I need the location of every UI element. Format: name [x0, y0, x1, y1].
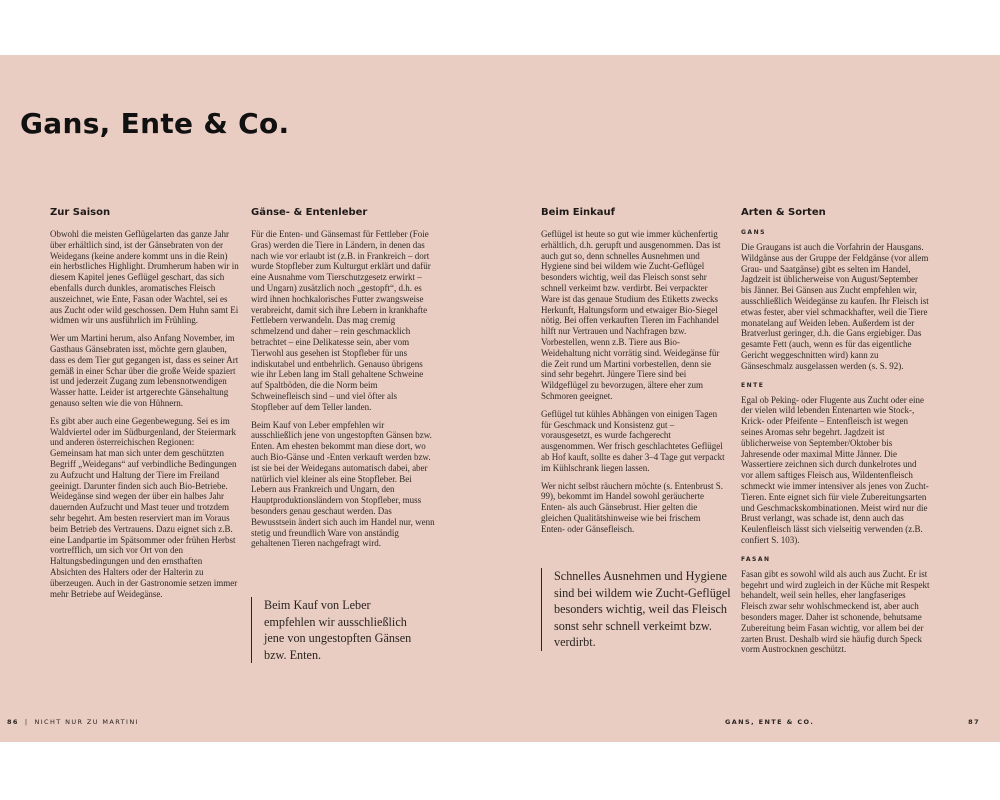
page-number-left: 86: [7, 718, 19, 726]
paragraph: Obwohl die meisten Geflügelarten das ganze Jahr über erhältlich sind, ist der Gänsebraten von der Weidegans (keine andere kommt uns in die Rein) ein herbstliches Highlight. Drumherum haben wir in diesem Kapitel jenes Geflügel geschart, das sich ebenfalls durch dunkles, aromatisches Fleisch auszeichnet, wie Ente, Fasan oder Wachtel, sei es aus Zucht oder wild geschossen. Dem Huhn samt Ei widmen wir uns ausführlich im Frühling.: [50, 229, 239, 326]
pull-quote-leber: Beim Kauf von Leber empfehlen wir ausschließlich jene von ungestopften Gänsen bzw. Enten.: [251, 597, 414, 663]
paragraph: Fasan gibt es sowohl wild als auch aus Zucht. Er ist begehrt und wird zugleich in der Küche mit Respekt behandelt, weil sein helles, eher langfaseriges Fleisch zwar sehr wohlschmeckend ist, aber auch besonders mager. Daher ist schonende, behutsame Zubereitung beim Fasan wichtig, vor allem bei der zarten Brust. Deshalb wird sie häufig durch Speck vorm Austrocknen geschützt.: [741, 568, 930, 655]
paragraph: Geflügel ist heute so gut wie immer küchenfertig erhältlich, d.h. gerupft und ausgenommen. Das ist auch gut so, denn schnelles Ausnehmen und Hygiene sind bei wildem wie Zucht-Geflügel besonders wichtig, weil das Fleisch sonst sehr schnell verkeimt bzw. verdirbt. Bei verpackter Ware ist das genaue Studium des Etiketts zwecks Herkunft, Haltungsform und etwaiger Bio-Siegel nötig. Bei offen verkauften Tieren im Fachhandel hilft nur Vertrauen und Nachfragen bzw. Vorbestellen, wenn z.B. Tiere aus Bio-Weidehaltung nicht vorrätig sind. Weidegänse für die Zeit rund um Martini vorbestellen, denn sie sind sehr begehrt. Jüngere Tiere sind bei Wildgeflügel zu bevorzugen, ältere eher zum Schmoren geeignet.: [541, 229, 721, 401]
section-heading-zur-saison: Zur Saison: [50, 207, 111, 218]
book-spread: [0, 55, 1000, 742]
subheading-gans: GANS: [741, 229, 766, 236]
paragraph: Es gibt aber auch eine Gegenbewegung. Sei es im Waldviertel oder im Südburgenland, der Steiermark und anderen österreichischen Regionen: Gemeinsam hat man sich unter dem geschützten Begriff „Weidegans“ auf verbindliche Bedingungen zu Aufzucht und Haltung der Tiere im Freiland geeinigt. Darunter finden sich auch Bio-Betriebe. Weidegänse sind wegen der über ein halbes Jahr dauernden Aufzucht und Mast teuer und trotzdem sehr begehrt. Am besten reserviert man im Voraus beim Betrieb des Vertrauens. Dazu eignet sich z.B. eine Landpartie im Spätsommer oder frühen Herbst vortrefflich, um sich vor Ort von den Haltungsbedingungen und den ernsthaften Absichten des Halters oder der Halterin zu überzeugen. Auch in der Gastronomie setzen immer mehr Betriebe auf Weidegänse.: [50, 415, 238, 599]
page-title: Gans, Ente & Co.: [20, 107, 290, 140]
column-zur-saison: [50, 207, 239, 606]
subheading-fasan: FASAN: [741, 555, 771, 563]
section-heading-beim-einkauf: Beim Einkauf: [541, 207, 615, 218]
running-title-right: [725, 718, 814, 726]
section-heading-arten-sorten: Arten & Sorten: [741, 207, 826, 218]
left-page-footer: [7, 718, 139, 726]
page-number-right: 87: [968, 718, 980, 726]
running-title-left: NICHT NUR ZU MARTINI: [34, 718, 139, 726]
subheading-ente: ENTE: [741, 381, 765, 389]
paragraph: Für die Enten- und Gänsemast für Fettleber (Foie Gras) werden die Tiere in Ländern, in denen das nach wie vor erlaubt ist (z.B. in Frankreich – dort wurde Stopfleber zum Kulturgut erklärt und dafür eine Ausnahme vom Tierschutzgesetz erwirkt – und Ungarn) zusätzlich noch „gestopft“, d.h. es wird ihnen hochkalorisches Futter zwangsweise verabreicht, damit sich ihre Lebern in krankhafte Fettlebern verwandeln. Das mag cremig schmelzend und daher – rein geschmacklich betrachtet – eine Delikatesse sein, aber vom Tierwohl aus gesehen ist Stopfleber für uns indiskutabel und entbehrlich. Genauso übrigens wie ihr Leben lang im Stall gehaltene Schweine auf Spaltböden, die die Norm beim Schweinefleisch sind – und viel öfter als Stopfleber auf dem Teller landen.: [251, 229, 431, 412]
footer-separator: |: [24, 718, 29, 726]
column-gaense-entenleber: [251, 207, 435, 556]
paragraph: Beim Kauf von Leber empfehlen wir ausschließlich jene von ungestopften Gänsen bzw. Enten. Am ehesten bekommt man diese dort, wo auch Bio-Gänse und -Enten verkauft werden bzw. ist sie bei der Weidegans automatisch dabei, aber natürlich viel kleiner als eine Stopfleber. Bei Lebern aus Frankreich und Ungarn, den Hauptproduktionsländern von Stopfleber, muss besonders genau geschaut werden. Das Bewusstsein ändert sich auch im Handel nur, wenn stetig und freundlich Ware von anständig gehaltenen Tieren nachgefragt wird.: [251, 419, 435, 549]
paragraph: Egal ob Peking- oder Flugente aus Zucht oder eine der vielen wild lebenden Entenarten wie Stock-, Krick- oder Pfeifente – Entenfleisch ist wegen seines Aromas sehr begehrt. Jagdzeit ist üblicherweise von September/Oktober bis Jahresende oder maximal Mitte Jänner. Die Wassertiere zeichnen sich durch dunkelrotes und vor allem saftiges Fleisch aus, Wildentenfleisch schmeckt wie immer intensiver als jenes von Zucht-Tieren. Ente eignet sich für viele Zubereitungsarten und Geschmackskombinationen. Meist wird nur die Brust verlangt, was schade ist, denn auch das Keulenfleisch lässt sich vielseitig verwenden (z.B. confiert S. 103).: [741, 394, 929, 545]
column-beim-einkauf: [541, 207, 725, 542]
section-heading-gaense-entenleber: Gänse- & Entenleber: [251, 207, 368, 218]
paragraph: Wer nicht selbst räuchern möchte (s. Entenbrust S. 99), bekommt im Handel sowohl geräucherte Enten- als auch Gänsebrust. Hier gelten die gleichen Qualitätshinweise wie bei frischem Enten- oder Gänsefleisch.: [541, 480, 723, 534]
paragraph: Geflügel tut kühles Abhängen von einigen Tagen für Geschmack und Konsistenz gut – vorausgesetzt, es wurde fachgerecht ausgenommen. Wer frisch geschlachtetes Geflügel ab Hof kauft, sollte es daher 3–4 Tage gut verpackt im Kühlschrank liegen lassen.: [541, 408, 725, 473]
paragraph: Die Graugans ist auch die Vorfahrin der Hausgans. Wildgänse aus der Gruppe der Feldgänse (vor allem Grau- und Saatgänse) gibt es selten im Handel, Jagdzeit ist üblicherweise von August/September bis Jänner. Bei Gänsen aus Zucht empfehlen wir, ausschließlich Weidegänse zu kaufen. Ihr Fleisch ist etwas fester, aber viel schmackhafter, weil die Tiere monatelang auf Weiden leben. Außerdem ist der Bratverlust geringer, d.h. die Gans ergiebiger. Das gesamte Fett (auch, wenn es für das eigentliche Gericht weggeschnitten wird) kann zu Gänseschmalz ausgelassen werden (s. S. 92).: [741, 242, 929, 371]
column-arten-sorten: [741, 207, 930, 662]
page-number-right-wrap: [968, 718, 980, 726]
pull-quote-hygiene: Schnelles Ausnehmen und Hygiene sind bei wildem wie Zucht-Geflügel besonders wichtig, weil das Fleisch sonst sehr schnell verkeimt bzw. verdirbt.: [541, 568, 732, 651]
running-title-right-text: GANS, ENTE & CO.: [725, 718, 815, 726]
paragraph: Wer um Martini herum, also Anfang November, im Gasthaus Gänsebraten isst, möchte gern glauben, dass es dem Tier gut gegangen ist, dass es seiner Art gemäß in einer Schar über die große Weide spaziert ist und jederzeit Zugang zum lebensnotwendigen Wasser hatte. Leider ist artgerechte Gänsehaltung genauso selten wie die von Hühnern.: [50, 333, 239, 408]
